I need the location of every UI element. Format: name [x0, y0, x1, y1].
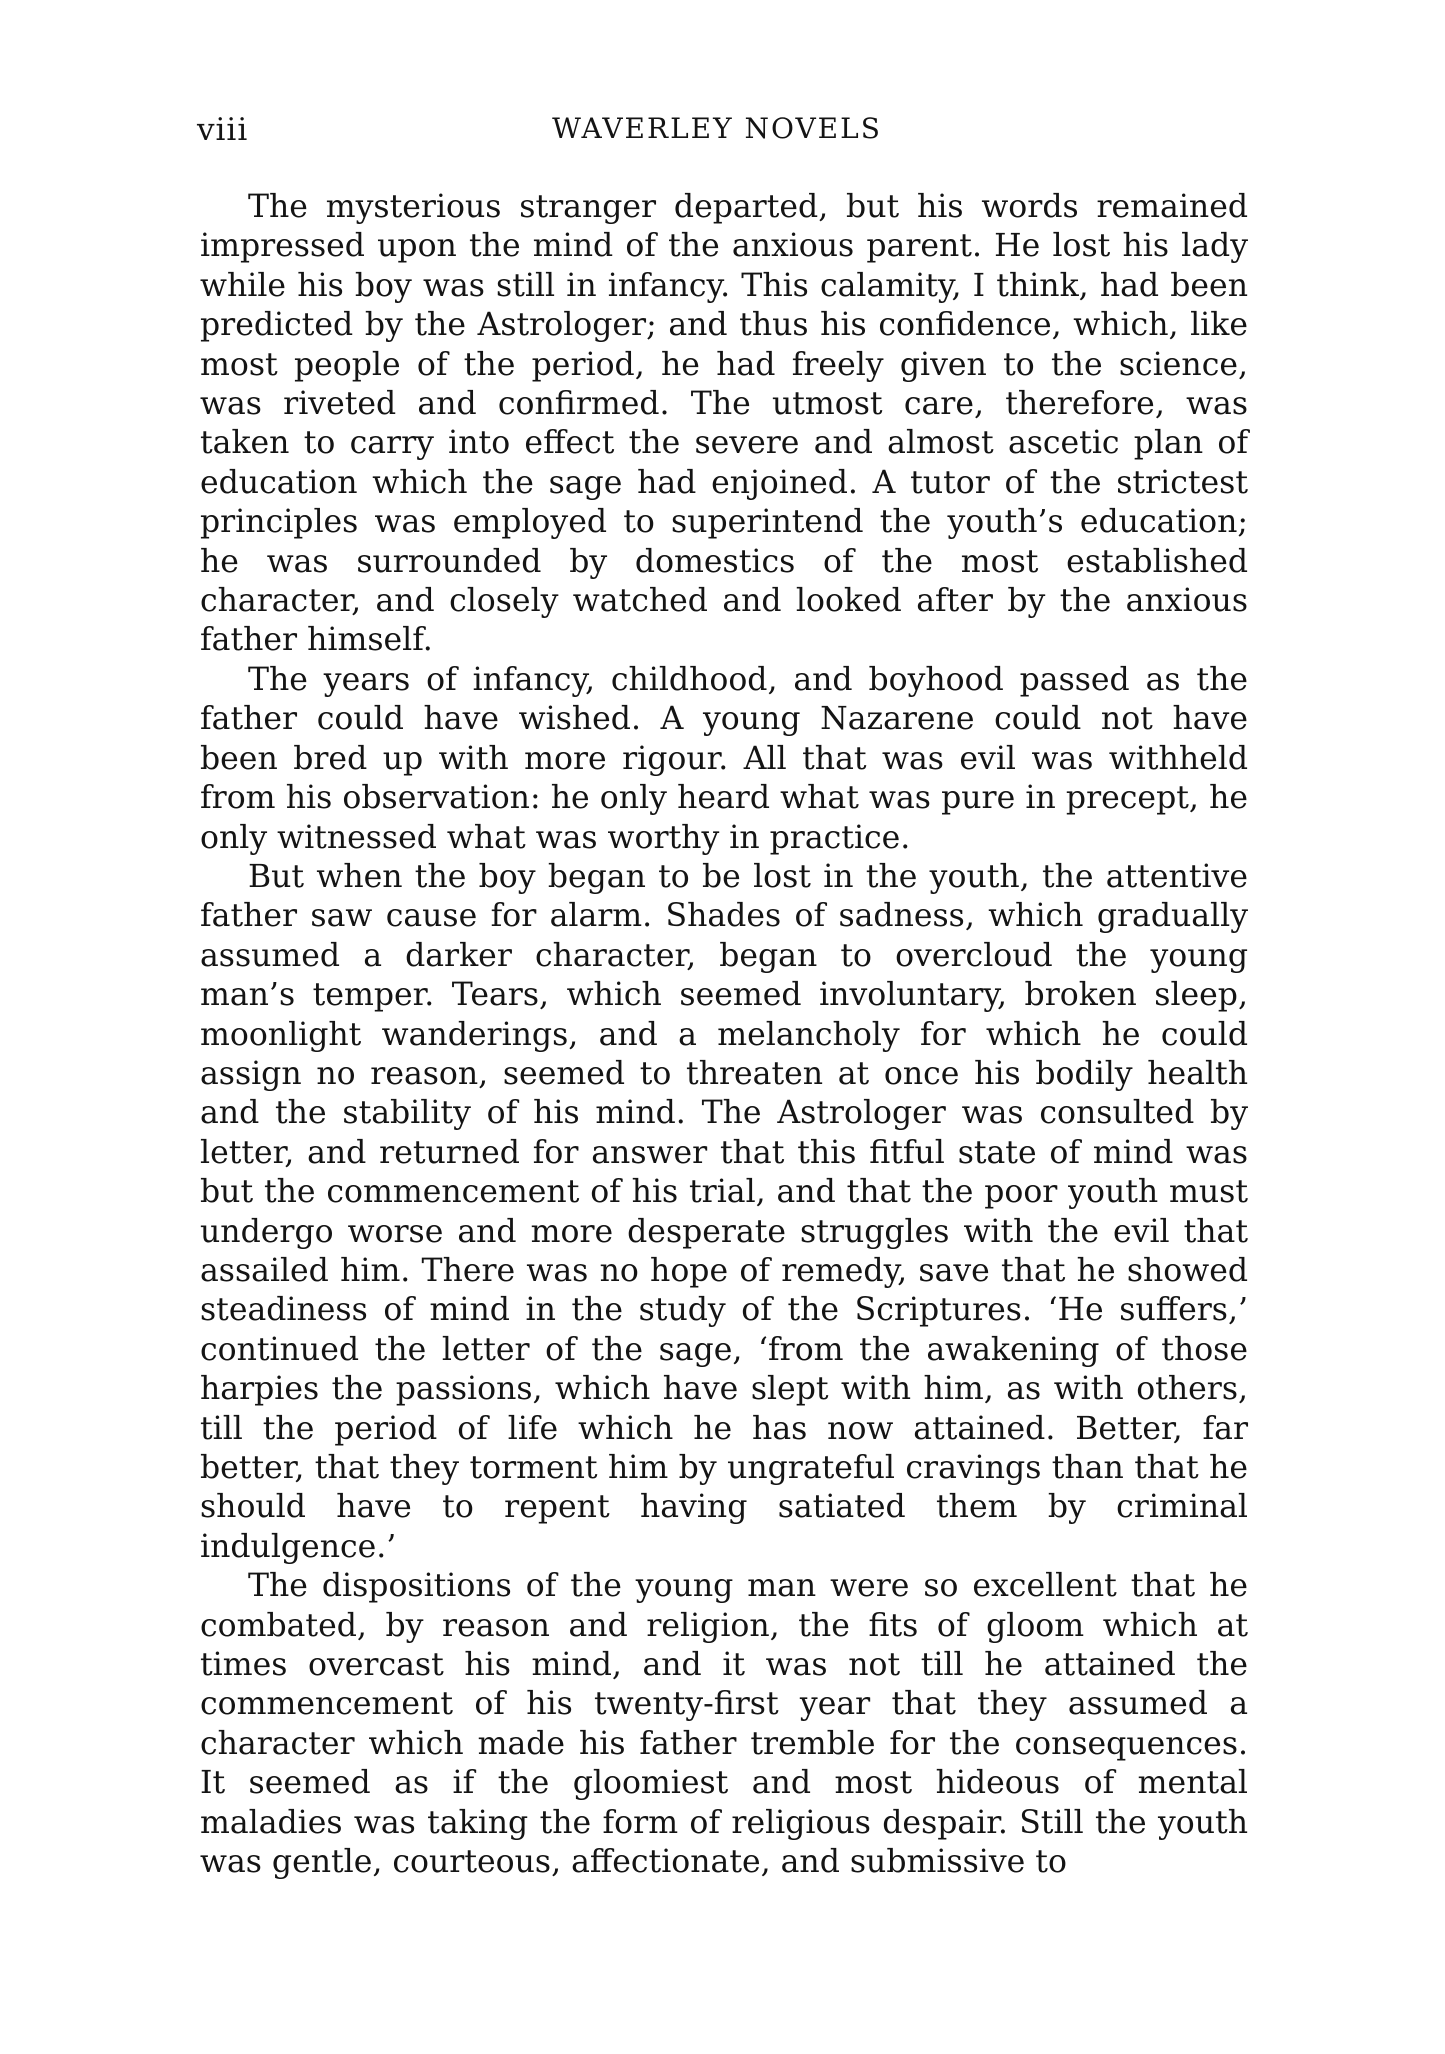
page-number: viii [197, 112, 249, 148]
running-title: WAVERLEY NOVELS [552, 112, 882, 145]
paragraph: The years of infancy, childhood, and boyhood passed as the father could have wished. A young Nazarene could not have been bred up with more rigour. All that was evil was withheld from his observation: he only heard what was pure in precept, he only witnessed what was worthy in practice. [200, 661, 1248, 856]
running-head [197, 112, 1237, 156]
paragraph: The dispositions of the young man were so excellent that he combated, by reason and religion, the fits of gloom which at times overcast his mind, and it was not till he attained the commencement of his twenty-first year that they assumed a character which made his father tremble for the consequences. It seemed as if the gloomiest and most hideous of mental maladies was taking the form of religious despair. Still the youth was gentle, courteous, affectionate, and submissive to [200, 1568, 1248, 1881]
paragraph: The mysterious stranger departed, but his words remained impressed upon the mind of the anxious parent. He lost his lady while his boy was still in infancy. This calamity, I think, had been predicted by the Astrologer; and thus his confidence, which, like most people of the period, he had freely given to the science, was riveted and confirmed. The utmost care, therefore, was taken to carry into effect the severe and almost ascetic plan of education which the sage had enjoined. A tutor of the strictest principles was employed to superintend the youth’s education; he was surrounded by domestics of the most established character, and closely watched and looked after by the anxious father himself. [200, 189, 1248, 659]
body-text [200, 188, 1248, 1882]
paragraph: But when the boy began to be lost in the youth, the attentive father saw cause for alarm. Shades of sadness, which gradually assumed a darker character, began to overcloud the young man’s temper. Tears, which seemed involuntary, broken sleep, moonlight wanderings, and a melancholy for which he could assign no reason, seemed to threaten at once his bodily health and the stability of his mind. The Astrologer was consulted by letter, and returned for answer that this fitful state of mind was but the commencement of his trial, and that the poor youth must undergo worse and more desperate struggles with the evil that assailed him. There was no hope of remedy, save that he showed steadiness of mind in the study of the Scriptures. ‘He suffers,’ continued the letter of the sage, ‘from the awakening of those harpies the passions, which have slept with him, as with others, till the period of life which he has now attained. Better, far better, that they torment him by ungrateful cravings than that he should have to repent having satiated them by criminal indulgence.’ [200, 858, 1248, 1565]
